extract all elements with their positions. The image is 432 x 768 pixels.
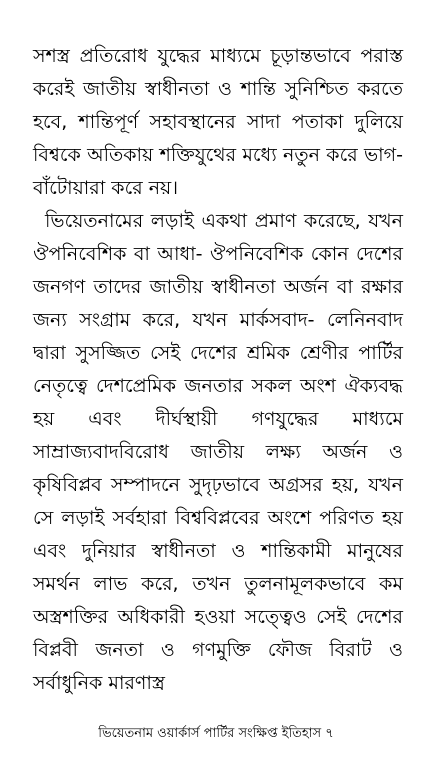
page-number: ৭ (325, 726, 334, 741)
page-footer (0, 725, 432, 743)
running-title: ভিয়েতনাম ওয়ার্কার্স পার্টির সংক্ষিপ্ত ইতিহাস (98, 726, 322, 741)
page-body-text (33, 40, 403, 700)
paragraph-vietnam-struggle: ভিয়েতনামের লড়াই একথা প্রমাণ করেছে, যখন ঔপনিবেশিক বা আধা- ঔপনিবেশিক কোন দেশের জনগণ তাদের জাতীয় স্বাধীনতা অর্জন বা রক্ষার জন্য সংগ্রাম করে, যখন মার্কসবাদ- লেনিনবাদ দ্বারা সুসজ্জিত সেই দেশের শ্রমিক শ্রেণীর পার্টির নেতৃত্বে দেশপ্রেমিক জনতার সকল অংশ ঐক্যবদ্ধ হয় এবং দীর্ঘস্থায়ী গণযুদ্ধের মাধ্যমে সাম্রাজ্যবাদবিরোধ জাতীয় লক্ষ্য অর্জন ও কৃষিবিপ্লব সম্পাদনে সুদৃঢ়ভাবে অগ্রসর হয়, যখন সে লড়াই সর্বহারা বিশ্ববিপ্লবের অংশে পরিণত হয় এবং দুনিয়ার স্বাধীনতা ও শান্তিকামী মানুষের সমর্থন লাভ করে, তখন তুলনামূলকভাবে কম অস্ত্রশক্তির অধিকারী হওয়া সত্ত্বেও সেই দেশের বিপ্লবী জনতা ও গণমুক্তি ফৌজ বিরাট ও সর্বাধুনিক মারণাস্ত্র (33, 210, 403, 694)
paragraph-continuation: সশস্ত্র প্রতিরোধ যুদ্ধের মাধ্যমে চূড়ান্তভাবে পরাস্ত করেই জাতীয় স্বাধীনতা ও শান্তি সুনিশ্চিত করতে হবে, শান্তিপূর্ণ সহাবস্থানের সাদা পতাকা দুলিয়ে বিশ্বকে অতিকায় শক্তিযুথের মধ্যে নতুন করে ভাগ- বাঁটোয়ারা করে নয়। (33, 45, 403, 199)
